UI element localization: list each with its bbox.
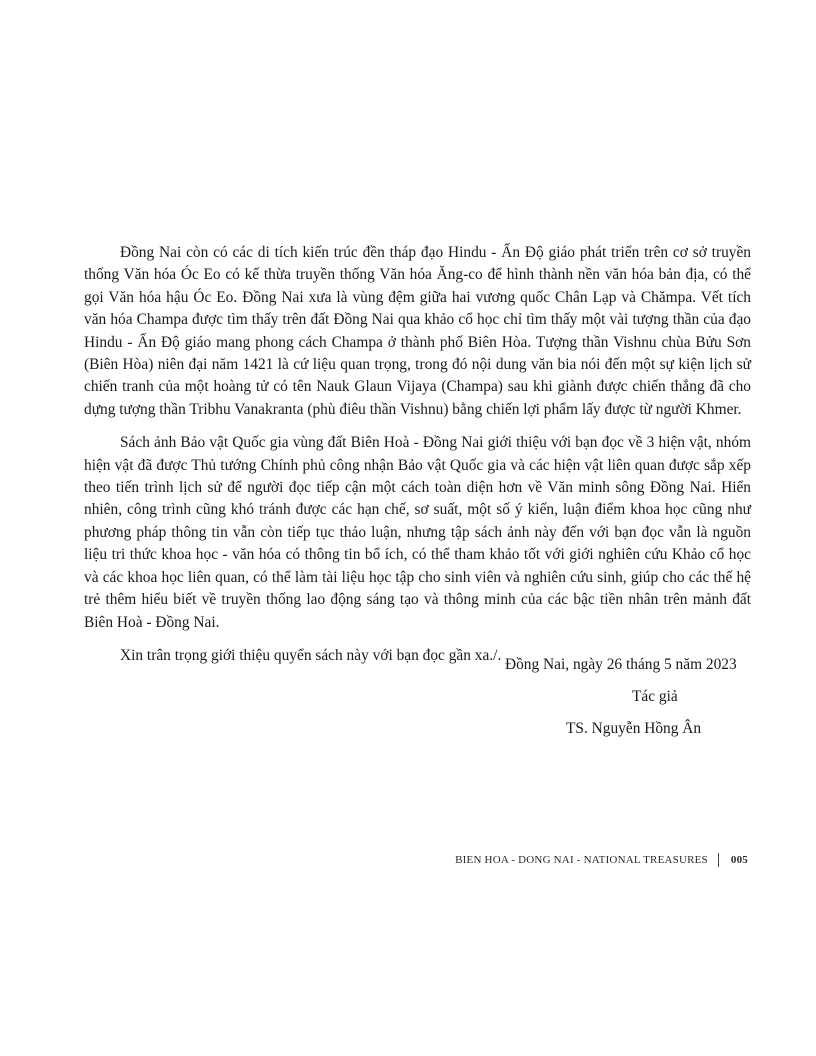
page-number: 005 <box>730 854 748 866</box>
main-text <box>84 242 751 667</box>
paragraph-1: Đồng Nai còn có các di tích kiến trúc đền tháp đạo Hindu - Ấn Độ giáo phát triển trên cơ sở truyền thống Văn hóa Óc Eo có kế thừa truyền thống Văn hóa Ăng-co để hình thành nền văn hóa bản địa, có thể gọi Văn hóa hậu Óc Eo. Đồng Nai xưa là vùng đệm giữa hai vương quốc Chân Lạp và Chămpa. Vết tích văn hóa Champa được tìm thấy trên đất Đồng Nai qua khảo cổ học chỉ tìm thấy một vài tượng thần của đạo Hindu - Ấn Độ giáo mang phong cách Champa ở thành phố Biên Hòa. Tượng thần Vishnu chùa Bửu Sơn (Biên Hòa) niên đại năm 1421 là cứ liệu quan trọng, trong đó nội dung văn bia nói đến một sự kiện lịch sử chiến tranh của một hoàng tử có tên Nauk Glaun Vijaya (Champa) sau khi giành được chiến thắng đã cho dựng tượng thần Tribhu Vanakranta (phù điêu thần Vishnu) bằng chiến lợi phẩm lấy được từ người Khmer. <box>84 244 751 418</box>
footer-title: BIEN HOA - DONG NAI - NATIONAL TREASURES <box>455 854 708 866</box>
signature-role: Tác giả <box>632 688 678 705</box>
footer-divider <box>718 853 719 867</box>
page-footer <box>455 853 748 867</box>
signature-date: Đồng Nai, ngày 26 tháng 5 năm 2023 <box>505 656 737 673</box>
signature-name: TS. Nguyễn Hồng Ân <box>566 720 702 737</box>
closing-line: Xin trân trọng giới thiệu quyển sách này với bạn đọc gần xa./. <box>120 646 502 664</box>
paragraph-2: Sách ảnh Bảo vật Quốc gia vùng đất Biên Hoà - Đồng Nai giới thiệu với bạn đọc về 3 hiện vật, nhóm hiện vật đã được Thủ tướng Chính phủ công nhận Bảo vật Quốc gia và các hiện vật liên quan được sắp xếp theo tiến trình lịch sử để người đọc tiếp cận một cách toàn diện hơn về Văn minh sông Đồng Nai. Hiển nhiên, công trình cũng khó tránh được các hạn chế, sơ suất, một số ý kiến, luận điểm khoa học cũng như phương pháp thông tin vẫn còn tiếp tục thảo luận, nhưng tập sách ảnh này đến với bạn đọc vẫn là nguồn liệu tri thức khoa học - văn hóa có thông tin bổ ích, có thể tham khảo tốt với giới nghiên cứu Khảo cổ học và các khoa học liên quan, có thể làm tài liệu học tập cho sinh viên và nghiên cứu sinh, giúp cho các thế hệ trẻ thêm hiểu biết về truyền thống lao động sáng tạo và thông minh của các bậc tiền nhân trên mảnh đất Biên Hoà - Đồng Nai. <box>84 434 751 631</box>
